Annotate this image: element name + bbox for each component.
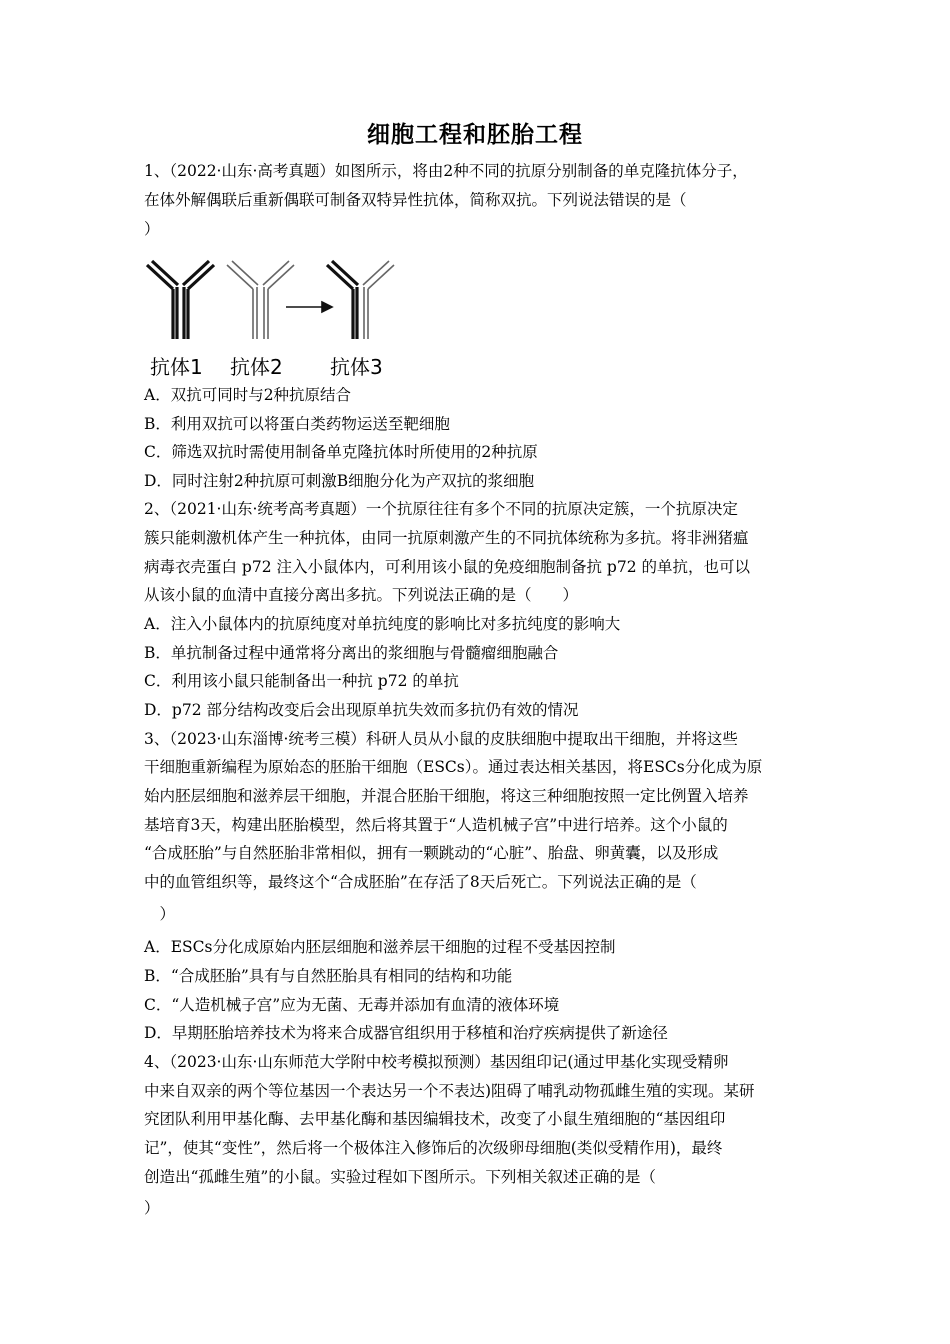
- question-4-line-5: 创造出“孤雌生殖”的小鼠。实验过程如下图所示。下列相关叙述正确的是（: [144, 1168, 656, 1186]
- figure-label-antibody-2: 抗体2: [230, 355, 283, 379]
- question-3-line-3: 始内胚层细胞和滋养层干细胞，并混合胚胎干细胞，将这三种细胞按照一定比例置入培养: [144, 787, 749, 805]
- question-3-line-7: ）: [144, 905, 176, 923]
- figure-label-antibody-1: 抗体1: [150, 355, 203, 379]
- figure-label-antibody-3: 抗体3: [330, 355, 383, 379]
- question-1-option-b: B．利用双抗可以将蛋白类药物运送至靶细胞: [144, 415, 450, 433]
- question-2-line-2: 簇只能刺激机体产生一种抗体，由同一抗原刺激产生的不同抗体统称为多抗。将非洲猪瘟: [144, 529, 749, 547]
- antibody-1-shape: [147, 261, 214, 339]
- question-2-option-b: B．单抗制备过程中通常将分离出的浆细胞与骨髓瘤细胞融合: [144, 644, 559, 662]
- arrow-shape: [286, 302, 332, 312]
- antibody-3-shape: [327, 261, 394, 339]
- question-2-option-a: A．注入小鼠体内的抗原纯度对单抗纯度的影响比对多抗纯度的影响大: [144, 615, 621, 633]
- question-3-option-b: B．“合成胚胎”具有与自然胚胎具有相同的结构和功能: [144, 967, 513, 985]
- question-3-option-a: A．ESCs分化成原始内胚层细胞和滋养层干细胞的过程不受基因控制: [144, 938, 616, 956]
- question-1-option-a: A．双抗可同时与2种抗原结合: [144, 386, 352, 404]
- question-1-option-d: D．同时注射2种抗原可刺激B细胞分化为产双抗的浆细胞: [144, 472, 535, 490]
- question-2-option-d: D．p72 部分结构改变后会出现原单抗失效而多抗仍有效的情况: [144, 701, 579, 719]
- question-4-line-1: 4、（2023·山东·山东师范大学附中校考模拟预测）基因组印记(通过甲基化实现受精卵: [144, 1053, 729, 1071]
- question-4-line-3: 究团队利用甲基化酶、去甲基化酶和基因编辑技术，改变了小鼠生殖细胞的“基因组印: [144, 1110, 726, 1128]
- question-3-option-c: C．“人造机械子宫”应为无菌、无毒并添加有血清的液体环境: [144, 996, 560, 1014]
- question-1-line-2: 在体外解偶联后重新偶联可制备双特异性抗体，简称双抗。下列说法错误的是（: [144, 191, 687, 209]
- question-2-line-1: 2、（2021·山东·统考高考真题）一个抗原往往有多个不同的抗原决定簇，一个抗原决定: [144, 500, 738, 518]
- antibody-diagram: [140, 255, 400, 350]
- question-1-line-1: 1、（2022·山东·高考真题）如图所示，将由2种不同的抗原分别制备的单克隆抗体分子，: [144, 162, 748, 180]
- document-title: 细胞工程和胚胎工程: [367, 121, 583, 148]
- question-3-line-1: 3、（2023·山东淄博·统考三模）科研人员从小鼠的皮肤细胞中提取出干细胞，并将这些: [144, 730, 738, 748]
- antibody-figure: [140, 255, 400, 379]
- question-1-line-3: ）: [144, 220, 160, 238]
- question-1-option-c: C．筛选双抗时需使用制备单克隆抗体时所使用的2种抗原: [144, 443, 538, 461]
- question-4-line-6: ）: [144, 1199, 160, 1217]
- antibody-2-shape: [227, 261, 294, 339]
- question-3-line-6: 中的血管组织等，最终这个“合成胚胎”在存活了8天后死亡。下列说法正确的是（: [144, 873, 697, 891]
- question-3-option-d: D．早期胚胎培养技术为将来合成器官组织用于移植和治疗疾病提供了新途径: [144, 1024, 668, 1042]
- question-2-line-3: 病毒衣壳蛋白 p72 注入小鼠体内，可利用该小鼠的免疫细胞制备抗 p72 的单抗，也可以: [144, 558, 751, 576]
- question-3-line-2: 干细胞重新编程为原始态的胚胎干细胞（ESCs）。通过表达相关基因，将ESCs分化成为原: [144, 758, 763, 776]
- question-2-option-c: C．利用该小鼠只能制备出一种抗 p72 的单抗: [144, 672, 459, 690]
- question-3-line-4: 基培育3天，构建出胚胎模型，然后将其置于“人造机械子宫”中进行培养。这个小鼠的: [144, 816, 728, 834]
- question-3-line-5: “合成胚胎”与自然胚胎非常相似，拥有一颗跳动的“心脏”、胎盘、卵黄囊，以及形成: [144, 844, 719, 862]
- question-2-line-4: 从该小鼠的血清中直接分离出多抗。下列说法正确的是（ ）: [144, 586, 579, 604]
- question-4-line-2: 中来自双亲的两个等位基因一个表达另一个不表达)阻碍了哺乳动物孤雌生殖的实现。某研: [144, 1082, 755, 1100]
- question-4-line-4: 记”，使其“变性”，然后将一个极体注入修饰后的次级卵母细胞(类似受精作用)，最终: [144, 1139, 723, 1157]
